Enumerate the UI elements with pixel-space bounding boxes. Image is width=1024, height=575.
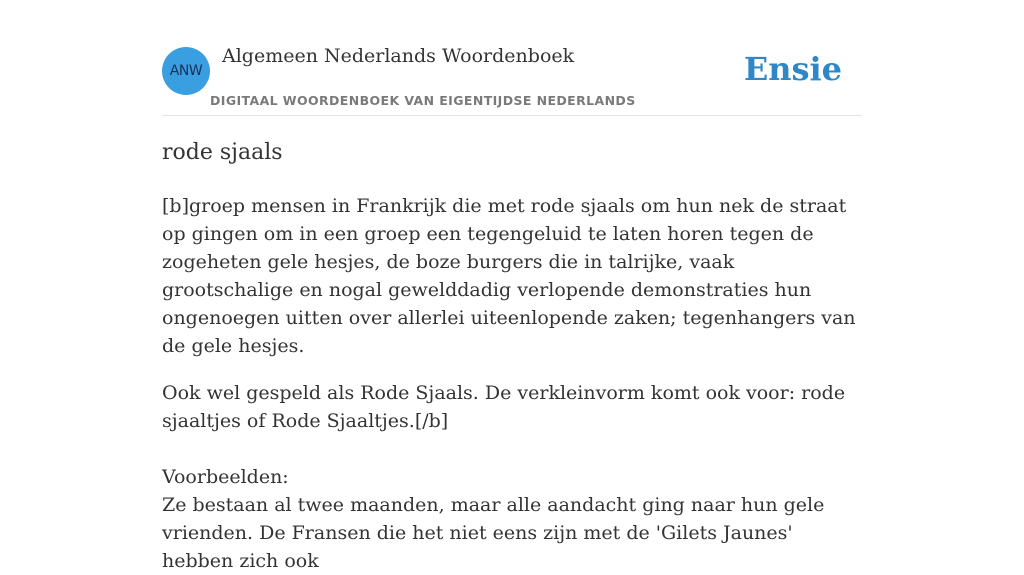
anw-logo[interactable]: ANW <box>162 47 210 95</box>
entry-title: rode sjaals <box>162 140 283 165</box>
content-container <box>162 0 862 572</box>
site-subtitle: DIGITAAL WOORDENBOEK VAN EIGENTIJDSE NEDERLANDS <box>210 93 636 108</box>
entry-note: Ook wel gespeld als Rode Sjaals. De verkleinvorm komt ook voor: rode sjaaltjes of Rode Sjaaltjes.[/b] <box>162 382 846 432</box>
site-title[interactable]: Algemeen Nederlands Woordenboek <box>222 45 575 67</box>
site-header <box>162 0 862 116</box>
examples-label: Voorbeelden: <box>162 466 289 488</box>
entry-definition: [b]groep mensen in Frankrijk die met rode sjaals om hun nek de straat op gingen om in een groep een tegengeluid te laten horen tegen de zogeheten gele hesjes, de boze burgers die in talrijke, vaak grootschalige en nogal gewelddadig verlopende demonstraties hun ongenoegen uitten over allerlei uiteenlopende zaken; tegenhangers van de gele hesjes. <box>162 195 856 357</box>
example-text: Ze bestaan al twee maanden, maar alle aandacht ging naar hun gele vrienden. De Fransen die het niet eens zijn met de 'Gilets Jaunes' hebben zich ook <box>162 494 825 572</box>
entry-body <box>162 192 862 575</box>
ensie-brand-link[interactable]: Ensie <box>743 50 842 88</box>
